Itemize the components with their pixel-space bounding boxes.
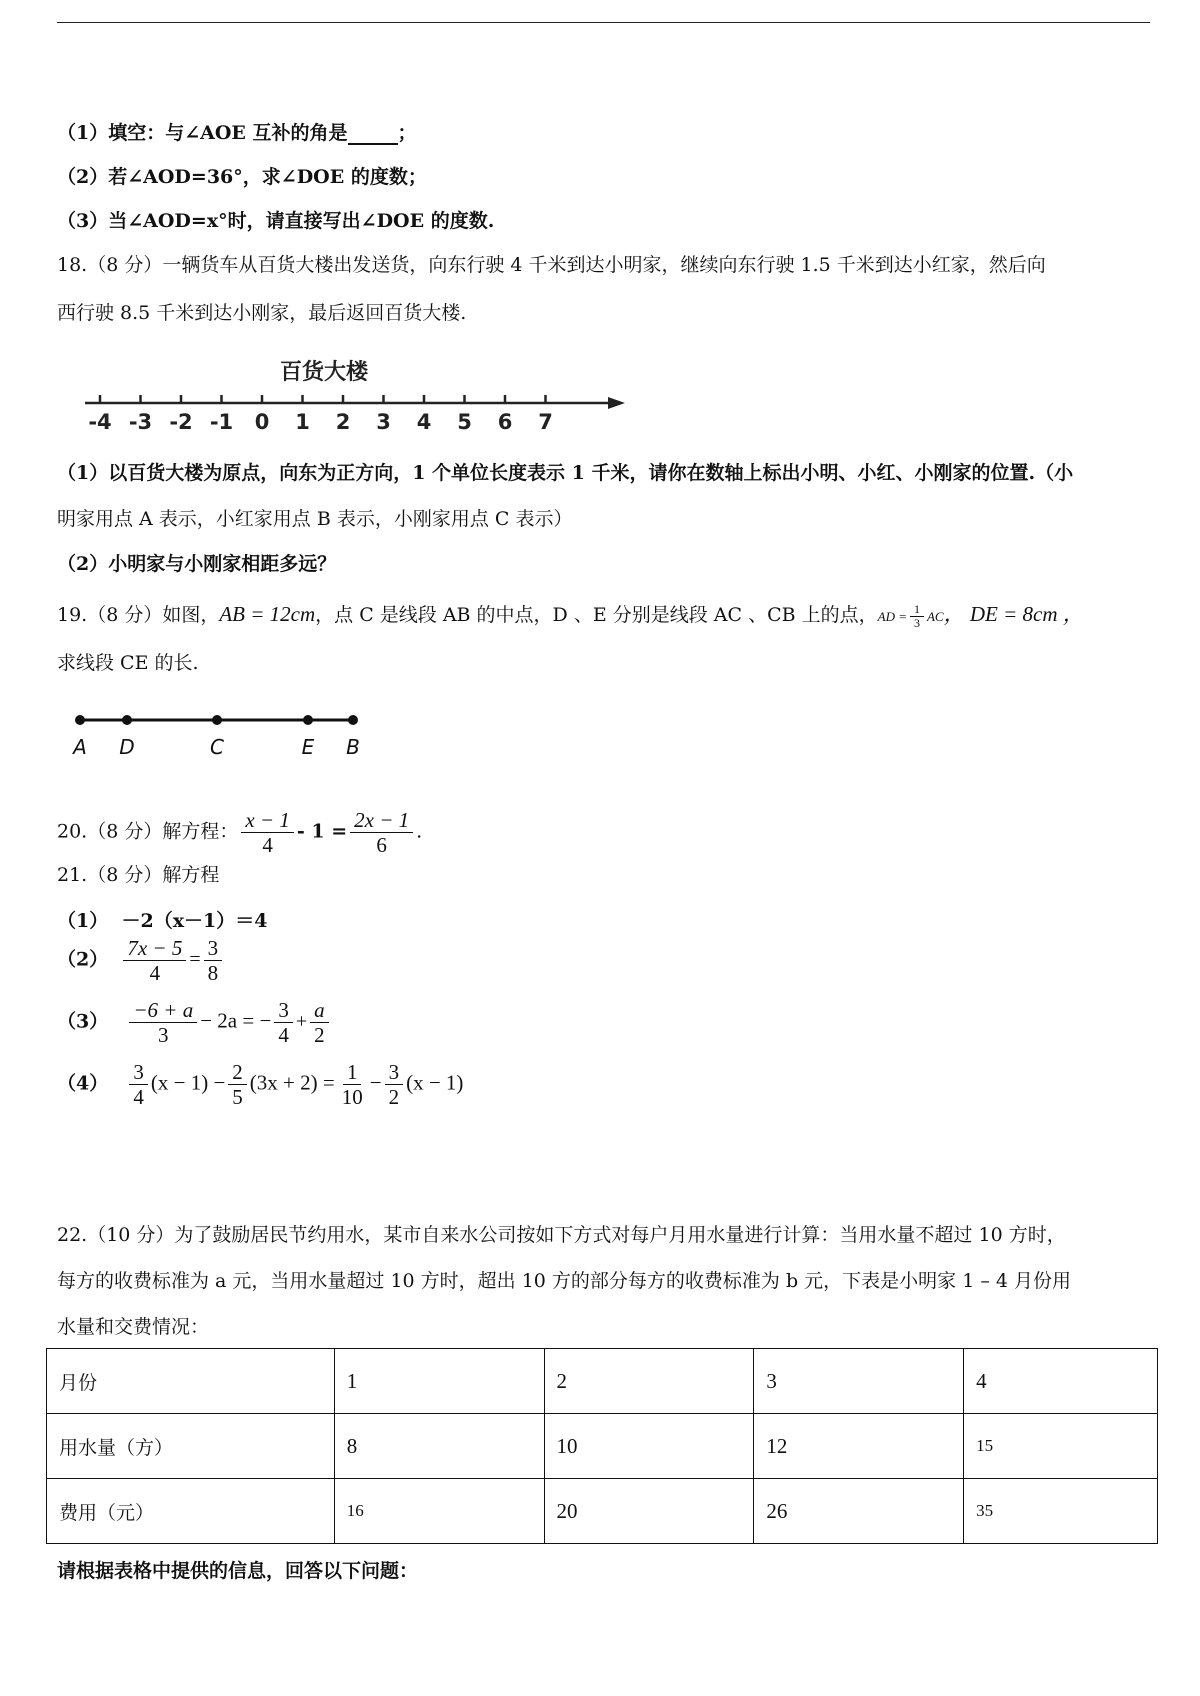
q19-ad-label: AD = bbox=[877, 609, 907, 624]
q21-p2-rhs bbox=[204, 936, 223, 985]
axis-tick-label: -1 bbox=[209, 410, 234, 434]
q21-p4-f3 bbox=[338, 1060, 367, 1109]
q21-p3-label: （3） bbox=[57, 1010, 109, 1033]
table-cell: 月份 bbox=[47, 1349, 335, 1414]
table-cell: 12 bbox=[754, 1414, 964, 1479]
answer-blank bbox=[348, 125, 398, 145]
axis-ticks bbox=[88, 395, 552, 434]
q21-part3 bbox=[57, 998, 332, 1047]
q21-p3-f2n: 3 bbox=[274, 998, 293, 1023]
q21-p1-eq: －2（x－1）＝4 bbox=[121, 910, 268, 932]
q18-sub1-line1: （1）以百货大楼为原点，向东为正方向，1 个单位长度表示 1 千米，请你在数轴上标出小明、小红、小刚家的位置.（小 bbox=[57, 462, 1074, 484]
q17-part1-end: ； bbox=[397, 122, 417, 144]
table-cell: 26 bbox=[754, 1479, 964, 1544]
water-fee-table bbox=[46, 1348, 1158, 1544]
q19-mid: ，点 C 是线段 AB 的中点，D 、E 分别是线段 AC 、CB 上的点， bbox=[315, 604, 878, 626]
table-cell: 20 bbox=[544, 1479, 754, 1544]
q17-part3: （3）当∠AOD=x°时，请直接写出∠DOE 的度数. bbox=[57, 210, 495, 232]
q19-line1 bbox=[57, 598, 1084, 630]
q21-p2-rden: 8 bbox=[207, 961, 219, 985]
table-row bbox=[47, 1414, 1158, 1479]
q19-prefix: 19.（8 分）如图， bbox=[57, 604, 220, 626]
q21-p2-rnum: 3 bbox=[204, 936, 223, 961]
q21-p4-f4n: 3 bbox=[385, 1060, 404, 1085]
axis-tick-label: 4 bbox=[416, 410, 432, 434]
segment-point bbox=[303, 715, 313, 725]
segment-point bbox=[348, 715, 358, 725]
q22-after: 请根据表格中提供的信息，回答以下问题： bbox=[57, 1560, 419, 1582]
table-row bbox=[47, 1349, 1158, 1414]
q18-line2: 西行驶 8.5 千米到达小刚家，最后返回百货大楼. bbox=[57, 302, 467, 324]
q21-p4-f4d: 2 bbox=[388, 1085, 400, 1109]
segment-point-label: A bbox=[73, 735, 87, 759]
segment-point-label: B bbox=[346, 735, 360, 759]
header-rule bbox=[57, 22, 1150, 23]
table-cell: 用水量（方） bbox=[47, 1414, 335, 1479]
axis-tick-label: 7 bbox=[538, 410, 553, 434]
table-row bbox=[47, 1479, 1158, 1544]
q17-part1 bbox=[57, 118, 417, 145]
segment-point bbox=[212, 715, 222, 725]
q21-part1 bbox=[57, 906, 267, 933]
q20-end: . bbox=[416, 820, 423, 843]
segment-point-label: D bbox=[119, 735, 135, 759]
table-cell: 8 bbox=[334, 1414, 544, 1479]
q21-p2-num: 7x − 5 bbox=[123, 936, 186, 961]
q20-lhs-num: x − 1 bbox=[241, 808, 294, 833]
q21-p4-label: （4） bbox=[57, 1072, 109, 1095]
q21-p3-plus: + bbox=[295, 1010, 308, 1033]
q19-ad-num: 1 bbox=[910, 603, 924, 617]
table-cell: 4 bbox=[964, 1349, 1158, 1414]
q21-p4-t4: (x − 1) bbox=[406, 1070, 464, 1095]
q21-p4-f1 bbox=[129, 1060, 148, 1109]
q21-p4-f2d: 5 bbox=[232, 1085, 243, 1109]
table-cell: 16 bbox=[334, 1479, 544, 1544]
q20-minus-one: - 1 = bbox=[296, 820, 348, 843]
q21-p2-eq: = bbox=[189, 948, 201, 971]
q20-rhs-fraction bbox=[350, 808, 413, 857]
q21-p4-f3n: 1 bbox=[343, 1060, 362, 1085]
segment-points bbox=[71, 715, 360, 759]
q21-p4-f4 bbox=[385, 1060, 404, 1109]
q21-part2 bbox=[57, 936, 225, 985]
axis-tick-label: -4 bbox=[88, 410, 112, 434]
q21-p4-f1n: 3 bbox=[129, 1060, 148, 1085]
axis-tick-label: -2 bbox=[169, 410, 193, 434]
q21-p4-t2: (3x + 2) = bbox=[249, 1070, 335, 1095]
q18-line1: 18.（8 分）一辆货车从百货大楼出发送货，向东行驶 4 千米到达小明家，继续向东行驶 1.5 千米到达小红家，然后向 bbox=[57, 254, 1046, 276]
q19-ab: AB = 12cm bbox=[219, 602, 316, 626]
segment-point bbox=[75, 715, 85, 725]
table-cell: 15 bbox=[964, 1414, 1158, 1479]
table-cell: 1 bbox=[334, 1349, 544, 1414]
q19-de: ， DE = 8cm ， bbox=[943, 602, 1084, 626]
q17-part2: （2）若∠AOD=36°，求∠DOE 的度数； bbox=[57, 166, 427, 188]
axis-tick-label: 6 bbox=[497, 410, 513, 434]
q17-part1-text: （1）填空：与∠AOE 互补的角是 bbox=[57, 122, 348, 144]
q21-p4-f3d: 10 bbox=[341, 1085, 363, 1109]
q21-p3-f2 bbox=[274, 998, 293, 1047]
q19-line2: 求线段 CE 的长. bbox=[57, 652, 199, 674]
q22-line1: 22.（10 分）为了鼓励居民节约用水，某市自来水公司按如下方式对每户月用水量进行计算：当用水量不超过 10 方时， bbox=[57, 1224, 1066, 1246]
segment-figure bbox=[66, 700, 386, 770]
q21-p2-lhs bbox=[123, 936, 186, 985]
q21-p3-f3n: a bbox=[310, 998, 329, 1023]
axis-tick-label: 0 bbox=[254, 410, 270, 434]
axis-title: 百货大楼 bbox=[280, 360, 369, 385]
table-cell: 费用（元） bbox=[47, 1479, 335, 1544]
q21-p3-f2d: 4 bbox=[278, 1023, 289, 1047]
axis-tick-label: 2 bbox=[335, 410, 351, 434]
segment-point bbox=[122, 715, 132, 725]
q21-p3-den: 3 bbox=[158, 1023, 169, 1047]
q21-p3-f3d: 2 bbox=[314, 1023, 325, 1047]
q22-line2: 每方的收费标准为 a 元，当用水量超过 10 方时，超出 10 方的部分每方的收费标准为 b 元，下表是小明家 1 – 4 月份用 bbox=[57, 1270, 1071, 1292]
q18-sub1-line2: 明家用点 A 表示，小红家用点 B 表示，小刚家用点 C 表示） bbox=[57, 508, 573, 530]
axis-tick-label: 1 bbox=[295, 410, 310, 434]
axis-arrow bbox=[608, 397, 625, 409]
q20-line bbox=[57, 808, 422, 857]
q21-p4-t3: − bbox=[369, 1070, 382, 1095]
q20-rhs-num: 2x − 1 bbox=[350, 808, 413, 833]
q21-p4-f2 bbox=[228, 1060, 247, 1109]
q21-part4 bbox=[57, 1060, 463, 1109]
q21-p4-t1: (x − 1) − bbox=[150, 1070, 226, 1095]
axis-tick-label: 5 bbox=[457, 410, 472, 434]
q18-sub2: （2）小明家与小刚家相距多远？ bbox=[57, 553, 337, 575]
q21-p3-f3 bbox=[310, 998, 329, 1047]
q19-ad-fraction bbox=[910, 603, 924, 630]
q20-lhs-fraction bbox=[241, 808, 294, 857]
q21-p3-f1 bbox=[129, 998, 197, 1047]
q21-p4-f1d: 4 bbox=[133, 1085, 144, 1109]
q20-rhs-den: 6 bbox=[376, 833, 387, 857]
q19-ad-ac: AC bbox=[926, 609, 944, 624]
table-cell: 10 bbox=[544, 1414, 754, 1479]
q21-title: 21.（8 分）解方程 bbox=[57, 864, 220, 886]
q19-ad-den: 3 bbox=[913, 615, 920, 630]
q21-p2-den: 4 bbox=[149, 961, 161, 985]
q22-line3: 水量和交费情况： bbox=[57, 1316, 210, 1338]
q21-p3-mid: − 2a = − bbox=[200, 1008, 272, 1033]
q21-p3-num: −6 + a bbox=[129, 998, 197, 1023]
table-cell: 3 bbox=[754, 1349, 964, 1414]
segment-point-label: C bbox=[210, 735, 224, 759]
axis-tick-label: 3 bbox=[376, 410, 391, 434]
axis-tick-label: -3 bbox=[128, 410, 153, 434]
number-line-figure bbox=[80, 345, 640, 455]
q21-p4-f2n: 2 bbox=[228, 1060, 247, 1085]
q20-prefix: 20.（8 分）解方程： bbox=[57, 820, 239, 843]
table-cell: 2 bbox=[544, 1349, 754, 1414]
segment-point-label: E bbox=[301, 735, 315, 759]
q20-lhs-den: 4 bbox=[262, 833, 273, 857]
table-cell: 35 bbox=[964, 1479, 1158, 1544]
q21-p1-label: （1） bbox=[57, 910, 109, 932]
q21-p2-label: （2） bbox=[57, 948, 109, 971]
